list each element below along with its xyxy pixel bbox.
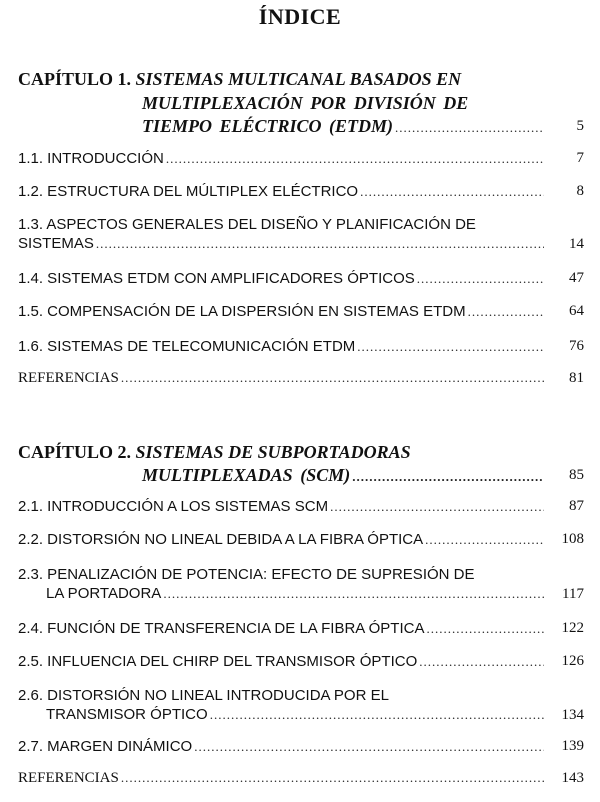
toc-entry-2-references-page: 143 [561, 770, 584, 786]
toc-entry-2-7-page: 139 [561, 738, 584, 754]
toc-entry-2-3-page: 117 [562, 586, 584, 602]
toc-entry-2-7[interactable] [18, 738, 544, 758]
leader-dots [360, 184, 544, 200]
leader-dots [352, 469, 544, 485]
leader-dots [468, 304, 544, 320]
toc-entry-1-references[interactable] [18, 370, 544, 390]
page-title: ÍNDICE [258, 4, 342, 29]
toc-entry-2-6-page: 134 [561, 707, 584, 723]
chapter-1-title-line-3: TIEMPO ELÉCTRICO (ETDM) [142, 116, 394, 136]
toc-entry-1-3-page: 14 [569, 236, 584, 252]
toc-entry-text: 2.5. INFLUENCIA DEL CHIRP DEL TRANSMISOR ÓPTICO [18, 653, 418, 670]
toc-entry-1-2-page: 8 [576, 183, 584, 199]
leader-dots [419, 654, 544, 670]
toc-entry-2-4[interactable] [18, 620, 544, 640]
leader-dots [121, 770, 544, 786]
toc-entry-2-5[interactable] [18, 653, 544, 673]
toc-entry-1-4-page: 47 [569, 270, 584, 286]
leader-dots [425, 532, 544, 548]
toc-entry-2-6-line-1[interactable]: 2.6. DISTORSIÓN NO LINEAL INTRODUCIDA POR EL [18, 687, 389, 704]
toc-entry-text: 1.4. SISTEMAS ETDM CON AMPLIFICADORES ÓPTICOS [18, 270, 415, 287]
toc-entry-2-2[interactable] [18, 531, 544, 551]
leader-dots [417, 271, 544, 287]
toc-entry-text: 2.2. DISTORSIÓN NO LINEAL DEBIDA A LA FIBRA ÓPTICA [18, 531, 424, 548]
toc-entry-text: 1.1. INTRODUCCIÓN [18, 150, 164, 167]
toc-entry-2-4-page: 122 [561, 620, 584, 636]
chapter-1-page: 5 [576, 118, 584, 134]
toc-entry-text: 2.1. INTRODUCCIÓN A LOS SISTEMAS SCM [18, 498, 329, 515]
leader-dots [121, 370, 544, 386]
leader-dots [357, 339, 544, 355]
leader-dots [395, 120, 544, 136]
toc-entry-text: LA PORTADORA [46, 585, 162, 602]
toc-entry-text: SISTEMAS [18, 235, 94, 252]
toc-entry-2-references[interactable] [18, 770, 544, 790]
toc-entry-text: REFERENCIAS [18, 770, 119, 786]
chapter-1-title-line-1: SISTEMAS MULTICANAL BASADOS EN [135, 69, 462, 89]
chapter-1-heading [18, 68, 461, 90]
toc-entry-1-6[interactable] [18, 338, 544, 358]
leader-dots [330, 499, 544, 515]
toc-entry-2-1-page: 87 [569, 498, 584, 514]
toc-entry-1-3-line-1[interactable]: 1.3. ASPECTOS GENERALES DEL DISEÑO Y PLANIFICACIÓN DE [18, 216, 476, 233]
chapter-1-label: CAPÍTULO 1. [18, 69, 132, 89]
toc-entry-1-3[interactable] [18, 235, 544, 255]
toc-entry-text: 2.7. MARGEN DINÁMICO [18, 738, 193, 755]
chapter-2-title-line-1: SISTEMAS DE SUBPORTADORAS [135, 442, 411, 462]
toc-entry-text: TRANSMISOR ÓPTICO [46, 706, 208, 723]
toc-entry-1-2[interactable] [18, 183, 544, 203]
leader-dots [210, 707, 544, 723]
toc-entry-1-5-page: 64 [569, 303, 584, 319]
toc-entry-text: REFERENCIAS [18, 370, 119, 386]
chapter-1-title-line-2: MULTIPLEXACIÓN POR DIVISIÓN DE [142, 93, 469, 113]
toc-entry-text: 1.5. COMPENSACIÓN DE LA DISPERSIÓN EN SISTEMAS ETDM [18, 303, 466, 320]
leader-dots [426, 621, 544, 637]
chapter-1-title-row [142, 116, 544, 136]
toc-entry-text: 1.6. SISTEMAS DE TELECOMUNICACIÓN ETDM [18, 338, 356, 355]
toc-entry-1-references-page: 81 [569, 370, 584, 386]
chapter-2-label: CAPÍTULO 2. [18, 442, 132, 462]
leader-dots [194, 739, 544, 755]
toc-entry-2-2-page: 108 [561, 531, 584, 547]
leader-dots [166, 151, 544, 167]
toc-entry-1-4[interactable] [18, 270, 544, 290]
toc-entry-1-1-page: 7 [576, 150, 584, 166]
toc-entry-text: 1.2. ESTRUCTURA DEL MÚLTIPLEX ELÉCTRICO [18, 183, 359, 200]
leader-dots [96, 236, 544, 252]
toc-entry-1-5[interactable] [18, 303, 544, 323]
toc-entry-1-6-page: 76 [569, 338, 584, 354]
toc-entry-2-3-line-1[interactable]: 2.3. PENALIZACIÓN DE POTENCIA: EFECTO DE SUPRESIÓN DE [18, 566, 475, 583]
toc-entry-text: 2.4. FUNCIÓN DE TRANSFERENCIA DE LA FIBRA ÓPTICA [18, 620, 425, 637]
leader-dots [163, 586, 544, 602]
toc-entry-1-1[interactable] [18, 150, 544, 170]
chapter-2-heading [18, 441, 411, 463]
chapter-2-title-row [142, 465, 544, 485]
chapter-2-page: 85 [569, 467, 584, 483]
toc-entry-2-5-page: 126 [561, 653, 584, 669]
toc-entry-2-1[interactable] [18, 498, 544, 518]
toc-entry-2-6[interactable] [18, 706, 544, 726]
chapter-2-title-line-2: MULTIPLEXADAS (SCM) [142, 465, 351, 485]
toc-entry-2-3[interactable] [18, 585, 544, 605]
